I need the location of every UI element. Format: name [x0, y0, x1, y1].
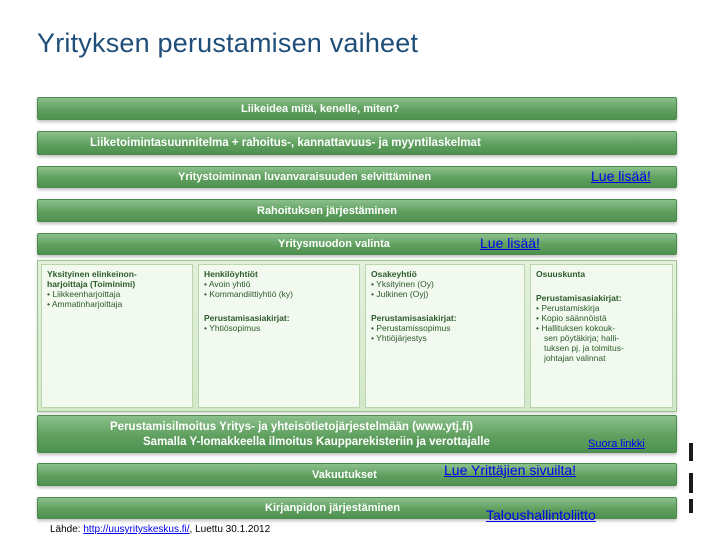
source-suffix: , Luettu 30.1.2012 [189, 524, 271, 535]
step-company-form-label: Yritysmuodon valinta [278, 238, 390, 250]
list-item: • Perustamiskirja [536, 303, 600, 313]
form-limited-company [365, 264, 525, 408]
list-item: • Perustamissopimus [371, 323, 451, 333]
step-company-form [37, 233, 677, 255]
form-partnerships-title: Henkilöyhtiöt [204, 269, 258, 279]
list-item: sen pöytäkirja; halli- [544, 333, 620, 343]
edge-mark [689, 499, 693, 513]
list-item: • Liikkeenharjoittaja [47, 289, 121, 299]
list-item: • Yhtiösopimus [204, 323, 261, 333]
form-sole-trader [41, 264, 193, 408]
list-item: • Hallituksen kokouk- [536, 323, 616, 333]
list-item: johtajan valinnat [544, 353, 606, 363]
source-prefix: Lähde: [50, 524, 84, 535]
step-licensing-label: Yritystoiminnan luvanvaraisuuden selvittäminen [178, 171, 432, 183]
step-registration-line-1: Perustamisilmoitus Yritys- ja yhteisötietojärjestelmään (www.ytj.fi) [110, 421, 473, 433]
form-sole-trader-title-2: harjoittaja (Toiminimi) [47, 279, 136, 289]
form-partnerships-docs-title: Perustamisasiakirjat: [204, 313, 290, 323]
form-cooperative [530, 264, 673, 408]
list-item: • Yksityinen (Oy) [371, 279, 434, 289]
page-title: Yrityksen perustamisen vaiheet [37, 28, 419, 58]
list-item: • Yhtiöjärjestys [371, 333, 427, 343]
form-partnerships [198, 264, 360, 408]
list-item: • Avoin yhtiö [204, 279, 251, 289]
step-insurance-label: Vakuutukset [312, 469, 377, 481]
list-item: • Ammatinharjoittaja [47, 299, 123, 309]
step-business-idea-label: Liikeidea mitä, kenelle, miten? [241, 103, 400, 115]
step-business-plan [37, 131, 677, 155]
list-item: • Kommandiittiyhtiö (ky) [204, 289, 293, 299]
step-financing [37, 199, 677, 222]
entrepreneurs-link[interactable]: Lue Yrittäjien sivuilta! [444, 462, 577, 478]
form-sole-trader-title-1: Yksityinen elinkeinon- [47, 269, 137, 279]
form-cooperative-title: Osuuskunta [536, 269, 586, 279]
step-business-plan-label: Liiketoimintasuunnitelma + rahoitus-, kannattavuus- ja myyntilaskelmat [90, 137, 481, 149]
step-business-idea [37, 97, 677, 120]
edge-mark [689, 473, 693, 493]
step-insurance [37, 463, 677, 486]
form-cooperative-docs-title: Perustamisasiakirjat: [536, 293, 622, 303]
step-registration-line-2: Samalla Y-lomakkeella ilmoitus Kaupparekisteriin ja verottajalle [143, 436, 490, 448]
step-licensing [37, 166, 677, 188]
accounting-federation-link[interactable]: Taloushallintoliitto [486, 507, 596, 523]
form-limited-company-title: Osakeyhtiö [371, 269, 417, 279]
list-item: • Kopio säännöistä [536, 313, 607, 323]
form-limited-company-docs-title: Perustamisasiakirjat: [371, 313, 457, 323]
step-registration [37, 415, 677, 453]
step-bookkeeping-label: Kirjanpidon järjestäminen [265, 502, 401, 514]
list-item: tuksen pj. ja toimitus- [544, 343, 624, 353]
edge-mark [689, 443, 693, 461]
direct-link[interactable]: Suora linkki [588, 438, 645, 450]
list-item: • Julkinen (Oyj) [371, 289, 429, 299]
step-financing-label: Rahoituksen järjestäminen [257, 205, 397, 217]
source-note [50, 524, 270, 535]
source-link[interactable]: http://uusyrityskeskus.fi/ [83, 524, 190, 535]
read-more-link-licensing[interactable]: Lue lisää! [591, 168, 651, 184]
read-more-link-company-form[interactable]: Lue lisää! [480, 235, 540, 251]
